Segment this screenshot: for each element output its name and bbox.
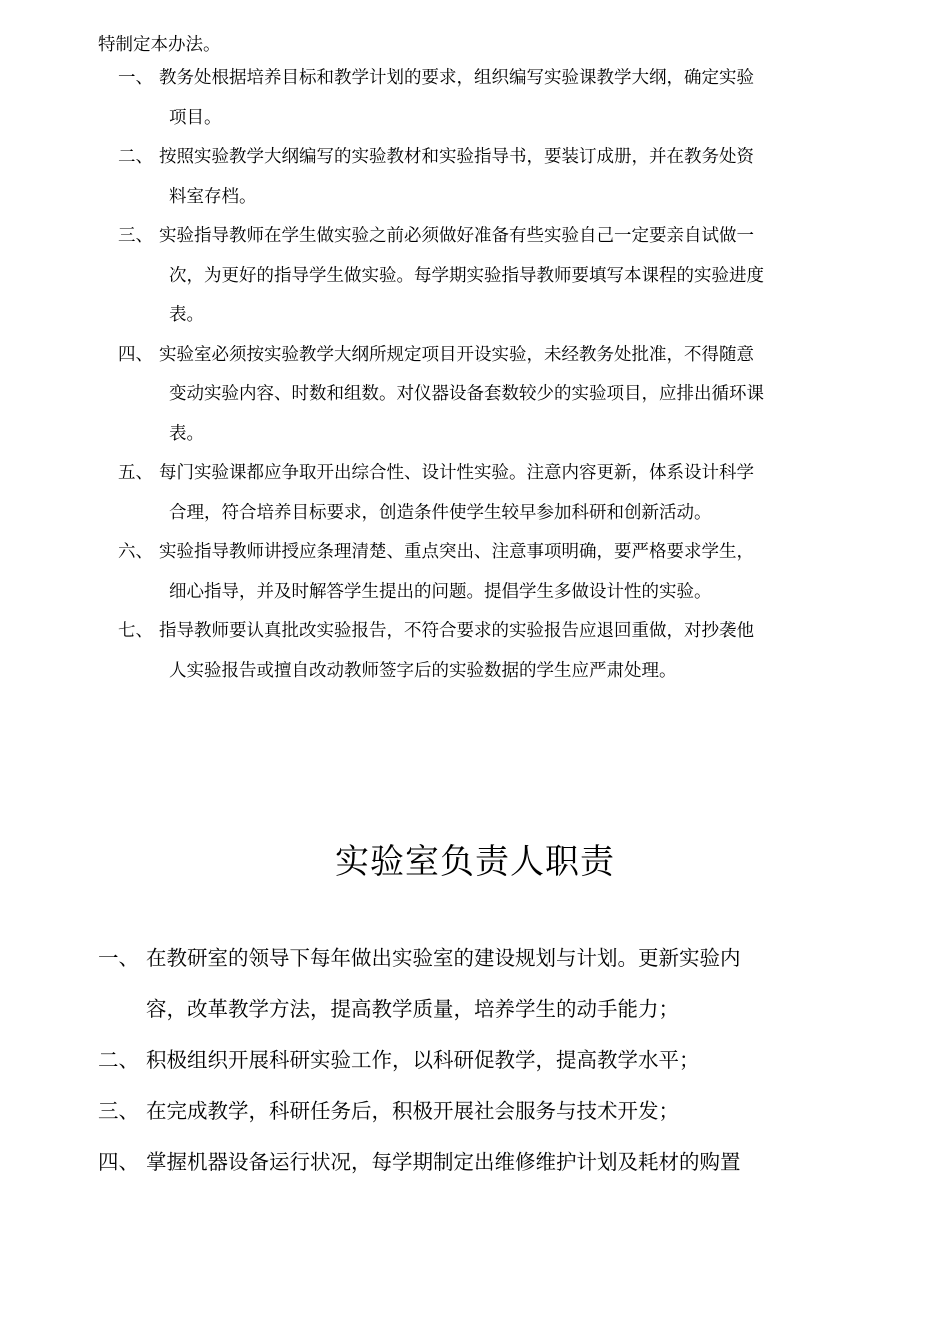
rule-number: 一、 bbox=[118, 68, 153, 88]
duty-line: 掌握机器设备运行状况，每学期制定出维修维护计划及耗材的购置 bbox=[146, 1150, 741, 1174]
duty-line: 积极组织开展科研实验工作，以科研促教学，提高教学水平； bbox=[146, 1048, 700, 1072]
duty-line: 容，改革教学方法，提高教学质量，培养学生的动手能力； bbox=[146, 997, 679, 1021]
rules-list bbox=[0, 59, 950, 691]
intro-line: 特制定本办法。 bbox=[98, 35, 221, 55]
duty-item-1 bbox=[98, 933, 838, 1035]
rule-line: 表。 bbox=[169, 305, 204, 325]
rule-line: 变动实验内容、时数和组数。对仪器设备套数较少的实验项目，应排出循环课 bbox=[169, 384, 764, 404]
rule-item-3 bbox=[0, 217, 863, 336]
rule-line: 每门实验课都应争取开出综合性、设计性实验。注意内容更新，体系设计科学 bbox=[159, 463, 754, 483]
duty-number: 三、 bbox=[98, 1099, 139, 1123]
duty-number: 一、 bbox=[98, 946, 139, 970]
rule-number: 四、 bbox=[118, 344, 153, 365]
rule-number: 五、 bbox=[118, 463, 153, 483]
duty-item-4 bbox=[98, 1137, 838, 1188]
rule-item-4 bbox=[0, 336, 863, 455]
duties-list bbox=[0, 933, 950, 1188]
rule-item-6 bbox=[0, 533, 863, 612]
rule-item-2 bbox=[0, 138, 863, 217]
rule-item-1 bbox=[0, 59, 863, 138]
section-title: 实验室负责人职责 bbox=[335, 842, 615, 882]
rule-line: 指导教师要认真批改实验报告，不符合要求的实验报告应退回重做，对抄袭他 bbox=[159, 621, 754, 641]
rule-number: 七、 bbox=[118, 621, 153, 641]
rule-number: 二、 bbox=[118, 147, 153, 167]
rule-line: 细心指导，并及时解答学生提出的问题。提倡学生多做设计性的实验。 bbox=[169, 581, 712, 602]
rule-number: 六、 bbox=[118, 542, 153, 562]
rule-item-7 bbox=[0, 612, 863, 691]
duty-item-3 bbox=[98, 1086, 838, 1137]
rule-line: 表。 bbox=[169, 423, 204, 444]
duty-item-2 bbox=[98, 1035, 838, 1086]
rule-line: 项目。 bbox=[169, 107, 222, 128]
rule-line: 实验指导教师在学生做实验之前必须做好准备有些实验自己一定要亲自试做一 bbox=[159, 226, 754, 246]
rule-line: 实验室必须按实验教学大纲所规定项目开设实验，未经教务处批准，不得随意 bbox=[159, 344, 754, 365]
duty-number: 二、 bbox=[98, 1048, 139, 1072]
rule-line: 次，为更好的指导学生做实验。每学期实验指导教师要填写本课程的实验进度 bbox=[169, 265, 764, 286]
rule-line: 按照实验教学大纲编写的实验教材和实验指导书，要装订成册，并在教务处资 bbox=[159, 147, 754, 167]
duty-line: 在教研室的领导下每年做出实验室的建设规划与计划。更新实验内 bbox=[146, 946, 741, 970]
rule-line: 教务处根据培养目标和教学计划的要求，组织编写实验课教学大纲，确定实验 bbox=[159, 68, 754, 88]
rule-number: 三、 bbox=[118, 226, 153, 246]
rule-item-5 bbox=[0, 454, 863, 533]
duty-line: 在完成教学，科研任务后，积极开展社会服务与技术开发； bbox=[146, 1099, 679, 1123]
rule-line: 料室存档。 bbox=[169, 186, 257, 207]
duty-number: 四、 bbox=[98, 1150, 139, 1174]
rule-line: 合理，符合培养目标要求，创造条件使学生较早参加科研和创新活动。 bbox=[169, 502, 712, 523]
rule-line: 实验指导教师讲授应条理清楚、重点突出、注意事项明确，要严格要求学生， bbox=[159, 542, 754, 562]
rule-line: 人实验报告或擅自改动教师签字后的实验数据的学生应严肃处理。 bbox=[169, 660, 677, 681]
